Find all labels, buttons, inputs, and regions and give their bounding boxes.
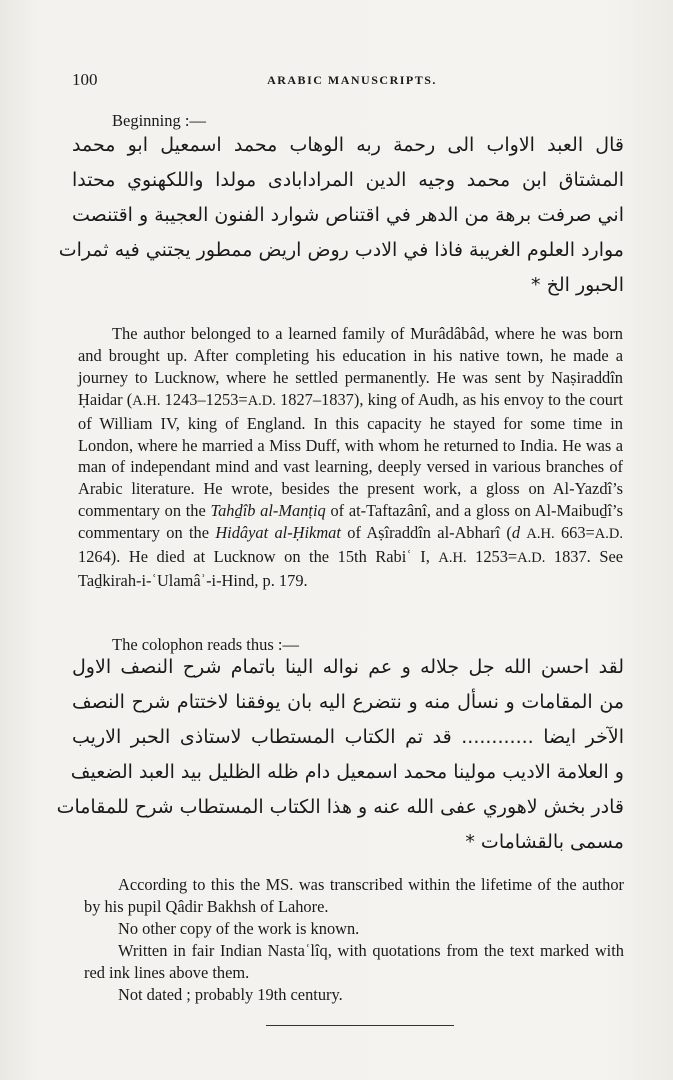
arabic-line: قال العبد الاواب الى رحمة ربه الوهاب محمد اسمعيل ابو محمد [72, 134, 624, 156]
biography-paragraph: The author belonged to a learned family of Murâdâbâd, where he was born and brought up. After completing his education in his native town, he made a journey to Lucknow, where he settled permanently. He was sent by Naṣiraddîn Ḥaidar (A.H. 1243–1253=A.D. 1827–1837), king of Audh, as his envoy to the court of William IV, king of England. In this capacity he stayed for some time in London, where he married a Miss Duff, with whom he returned to India. He was a man of independant mind and vast learning, deeply versed in various branches of Arabic literature. He wrote, besides the present work, a gloss on Al-Yazdî’s commentary on the Tahḏîb al-Manṭiq of at-Taftazânî, and a gloss on Al-Maibuḏî’s commentary on the Hidâyat al-Ḥikmat of Aṣîraddîn al-Abharî (d A.H. 663=A.D. 1264). He died at Lucknow on the 15th Rabiʿ I, A.H. 1253=A.D. 1837. See Taḏkirah-i-ʿUlamâʾ-i-Hind, p. 179. [78, 324, 623, 590]
colophon-label: The colophon reads thus :— [112, 635, 299, 654]
beginning-label: Beginning :— [112, 111, 206, 130]
beginning-arabic-text [58, 128, 624, 303]
page-number: 100 [72, 70, 98, 89]
copy-note: No other copy of the work is known. [118, 918, 360, 938]
arabic-line: مسمى بالقشامات * [465, 831, 624, 853]
page-header [72, 70, 632, 92]
date-note: Not dated ; probably 19th century. [118, 984, 343, 1004]
arabic-line: لقد احسن الله جل جلاله و عم نواله الينا باتمام شرح النصف الاول [72, 656, 624, 678]
running-title: ARABIC MANUSCRIPTS. [267, 73, 437, 87]
arabic-line: موارد العلوم الغريبة فاذا في الادب روض اريض ممطور يجتني فيه ثمرات [58, 239, 624, 261]
transcription-note: According to this the MS. was transcribed within the lifetime of the author by his pupil Qâdir Bakhsh of Lahore. [84, 875, 624, 916]
end-rule [266, 1025, 454, 1026]
arabic-line: قادر بخش لاهوري عفى الله عنه و هذا الكتاب المستطاب شرح للمقامات [56, 796, 624, 818]
arabic-line: الحبور الخ * [531, 274, 624, 296]
notes-block [84, 874, 624, 1005]
arabic-line: و العلامة الاديب مولينا محمد اسمعيل دام ظله الظليل بيد العبد الضعيف [70, 761, 624, 783]
arabic-line: من المقامات و نسأل منه و نتضرع اليه بان يوفقنا لاختتام شرح النصف [72, 691, 624, 713]
arabic-line: المشتاق ابن محمد وجيه الدين المرادابادى مولدا واللكهنوي محتدا [72, 169, 624, 191]
script-note: Written in fair Indian Nastaʿlîq, with quotations from the text marked with red ink lines above them. [84, 940, 624, 982]
arabic-line: اني صرفت برهة من الدهر في اقتناص شوارد الفنون العجيبة و اقتنصت [72, 204, 624, 226]
colophon-arabic-text [56, 650, 624, 860]
arabic-line: الآخر ايضا ............ قد تم الكتاب المستطاب لاستاذى الحبر الاريب [72, 726, 624, 748]
